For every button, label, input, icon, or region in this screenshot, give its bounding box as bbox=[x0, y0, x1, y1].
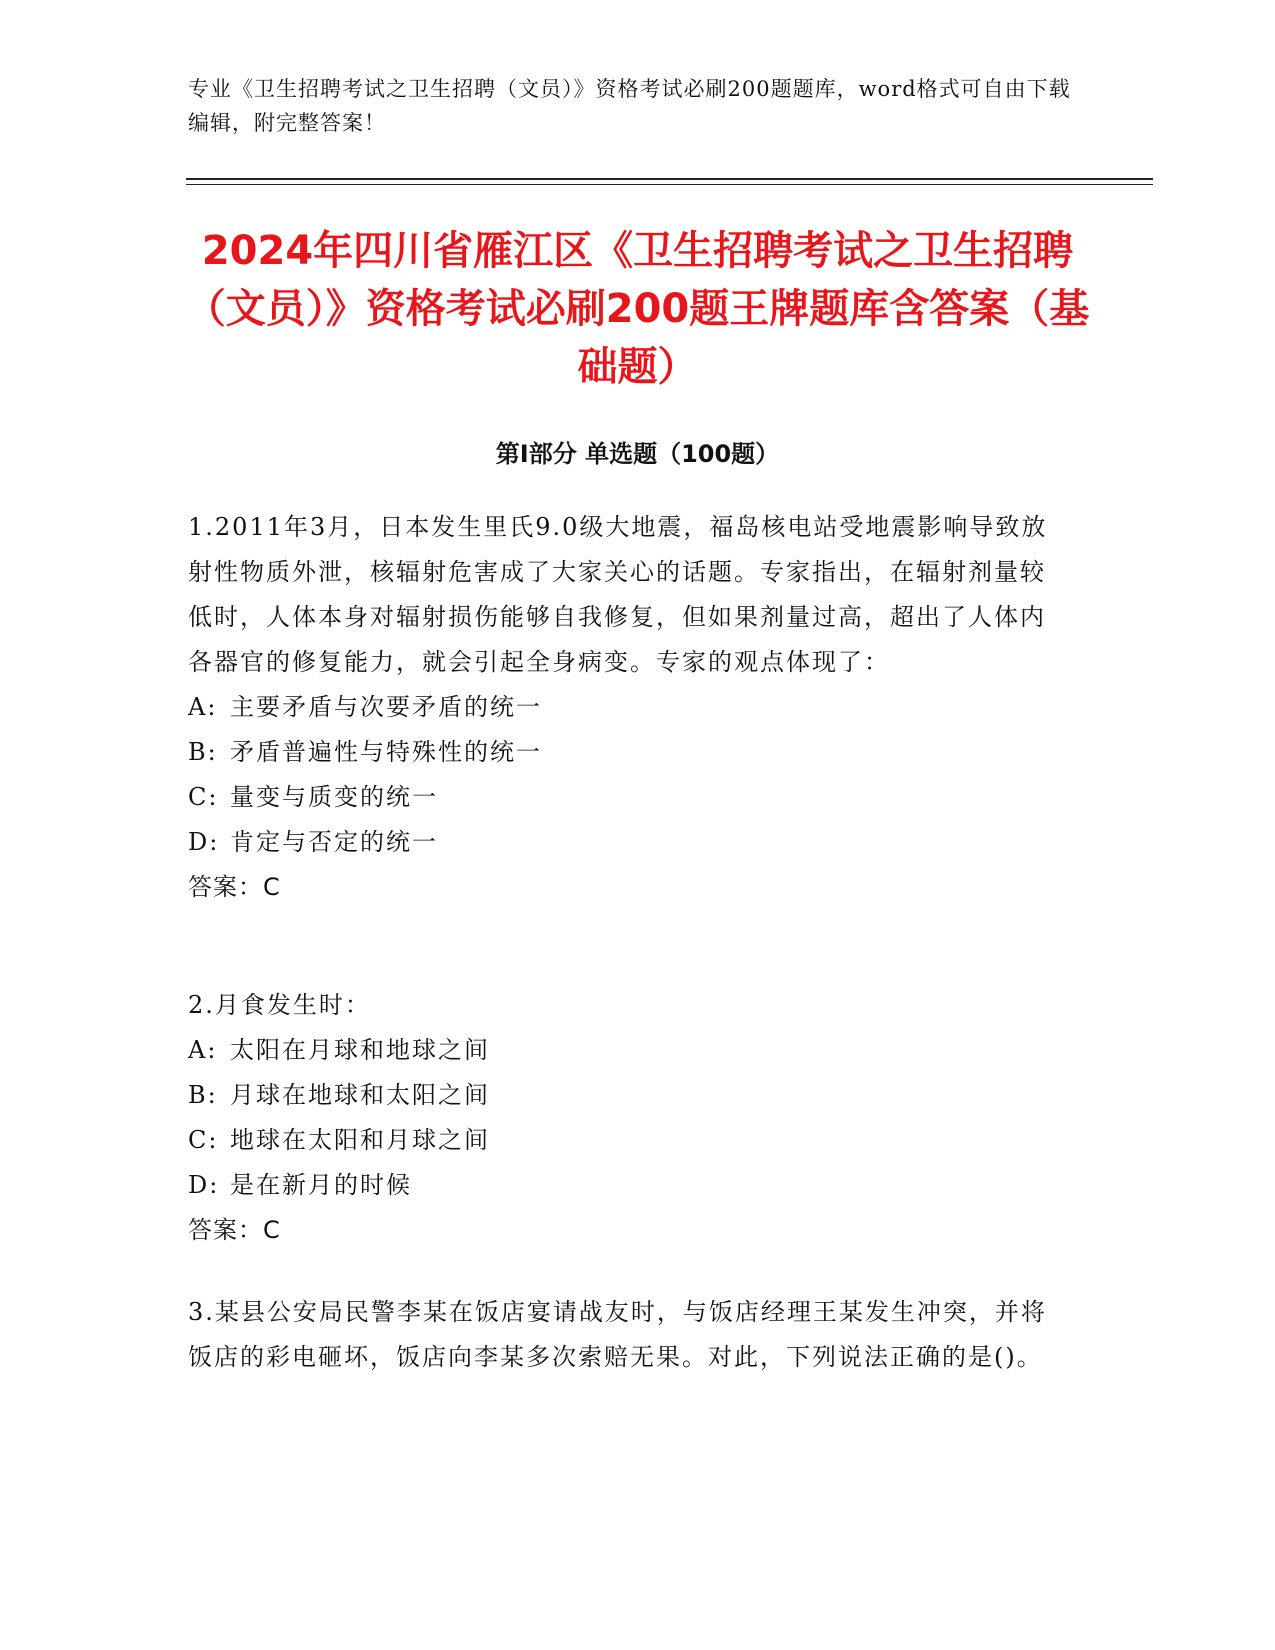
question-stem: 1.2011年3月，日本发生里氏9.0级大地震，福岛核电站受地震影响导致放射性物质外泄，核辐射危害成了大家关心的话题。专家指出，在辐射剂量较低时，人体本身对辐射损伤能够自我修复，但如果剂量过高，超出了人体内各器官的修复能力，就会引起全身病变。专家的观点体现了： bbox=[188, 513, 1048, 676]
option-c bbox=[188, 775, 1068, 820]
question-stem: 3.某县公安局民警李某在饭店宴请战友时，与饭店经理王某发生冲突，并将饭店的彩电砸坏，饭店向李某多次索赔无果。对此，下列说法正确的是()。 bbox=[188, 1298, 1047, 1371]
option-text: 量变与质变的统一 bbox=[230, 783, 438, 811]
question-2 bbox=[188, 983, 1068, 1253]
option-letter: B: bbox=[188, 738, 218, 766]
option-a bbox=[188, 685, 1068, 730]
option-letter: A: bbox=[188, 1036, 218, 1064]
section-heading: 第Ⅰ部分 单选题（100题） bbox=[495, 440, 780, 468]
option-a bbox=[188, 1028, 1068, 1073]
option-text: 肯定与否定的统一 bbox=[230, 828, 438, 856]
option-text: 主要矛盾与次要矛盾的统一 bbox=[230, 693, 542, 721]
option-b bbox=[188, 1073, 1068, 1118]
header-divider-thin bbox=[186, 184, 1153, 185]
option-letter: D: bbox=[188, 828, 220, 856]
header-note: 专业《卫生招聘考试之卫生招聘（文员）》资格考试必刷200题题库，word格式可自由下载编辑，附完整答案！ bbox=[188, 77, 1071, 135]
option-letter: D: bbox=[188, 1171, 220, 1199]
header-divider-thick bbox=[186, 178, 1153, 180]
option-letter: C: bbox=[188, 1126, 219, 1154]
question-stem: 2.月食发生时： bbox=[188, 991, 371, 1019]
answer: 答案：C bbox=[188, 1216, 281, 1244]
document-title: 2024年四川省雁江区《卫生招聘考试之卫生招聘（文员）》资格考试必刷200题王牌题库含答案（基础题） bbox=[185, 228, 1090, 390]
question-3 bbox=[188, 1290, 1068, 1380]
option-letter: C: bbox=[188, 783, 219, 811]
question-1 bbox=[188, 505, 1068, 910]
option-letter: B: bbox=[188, 1081, 218, 1109]
option-d bbox=[188, 820, 1068, 865]
answer: 答案：C bbox=[188, 873, 281, 901]
option-text: 矛盾普遍性与特殊性的统一 bbox=[230, 738, 542, 766]
option-c bbox=[188, 1118, 1068, 1163]
option-d bbox=[188, 1163, 1068, 1208]
option-letter: A: bbox=[188, 693, 218, 721]
option-text: 地球在太阳和月球之间 bbox=[230, 1126, 490, 1154]
option-text: 月球在地球和太阳之间 bbox=[230, 1081, 490, 1109]
option-text: 太阳在月球和地球之间 bbox=[230, 1036, 490, 1064]
option-text: 是在新月的时候 bbox=[230, 1171, 412, 1199]
option-b bbox=[188, 730, 1068, 775]
